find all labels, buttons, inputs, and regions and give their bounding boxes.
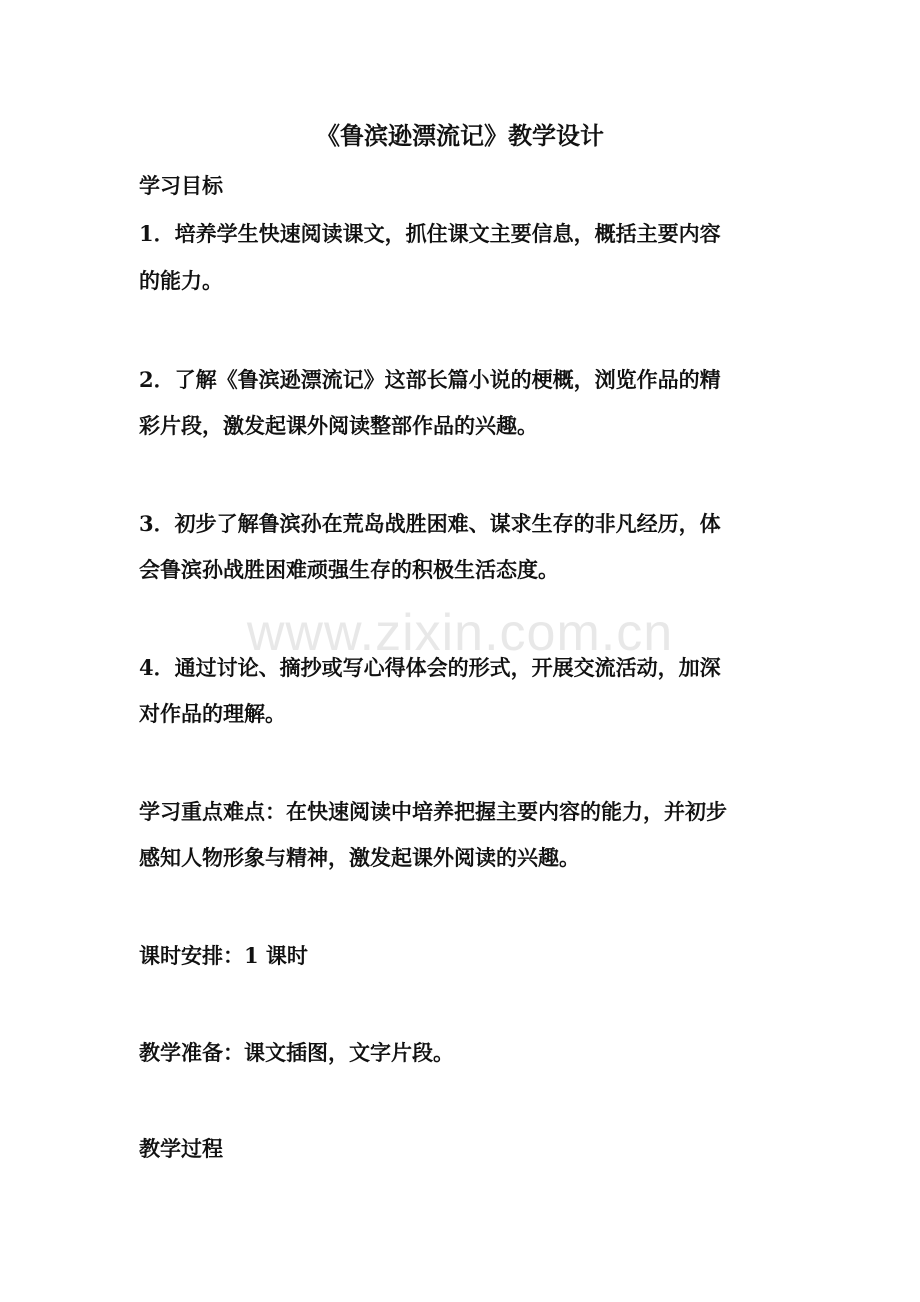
process-heading: 教学过程 [139,1136,223,1161]
objective-1-line-2: 的能力。 [139,268,223,293]
objective-3-line-2: 会鲁滨孙战胜困难顽强生存的积极生活态度。 [139,557,559,582]
watermark-text: www.zixin.com.cn [246,604,674,662]
objective-1-line-1: 1．培养学生快速阅读课文，抓住课文主要信息，概括主要内容 [139,221,721,246]
objective-4-line-1: 4．通过讨论、摘抄或写心得体会的形式，开展交流活动，加深 [139,655,721,680]
key-points-line-1: 学习重点难点：在快速阅读中培养把握主要内容的能力，并初步 [139,799,727,824]
document-title: 《鲁滨逊漂流记》教学设计 [316,121,604,150]
objectives-heading: 学习目标 [139,173,223,198]
class-schedule: 课时安排：1 课时 [139,943,308,968]
teaching-preparation: 教学准备：课文插图，文字片段。 [139,1040,454,1065]
objective-2-line-2: 彩片段，激发起课外阅读整部作品的兴趣。 [139,413,538,438]
key-points-line-2: 感知人物形象与精神，激发起课外阅读的兴趣。 [139,845,580,870]
objective-2-line-1: 2．了解《鲁滨逊漂流记》这部长篇小说的梗概，浏览作品的精 [139,367,721,392]
objective-4-line-2: 对作品的理解。 [139,701,286,726]
objective-3-line-1: 3．初步了解鲁滨孙在荒岛战胜困难、谋求生存的非凡经历，体 [139,511,721,536]
